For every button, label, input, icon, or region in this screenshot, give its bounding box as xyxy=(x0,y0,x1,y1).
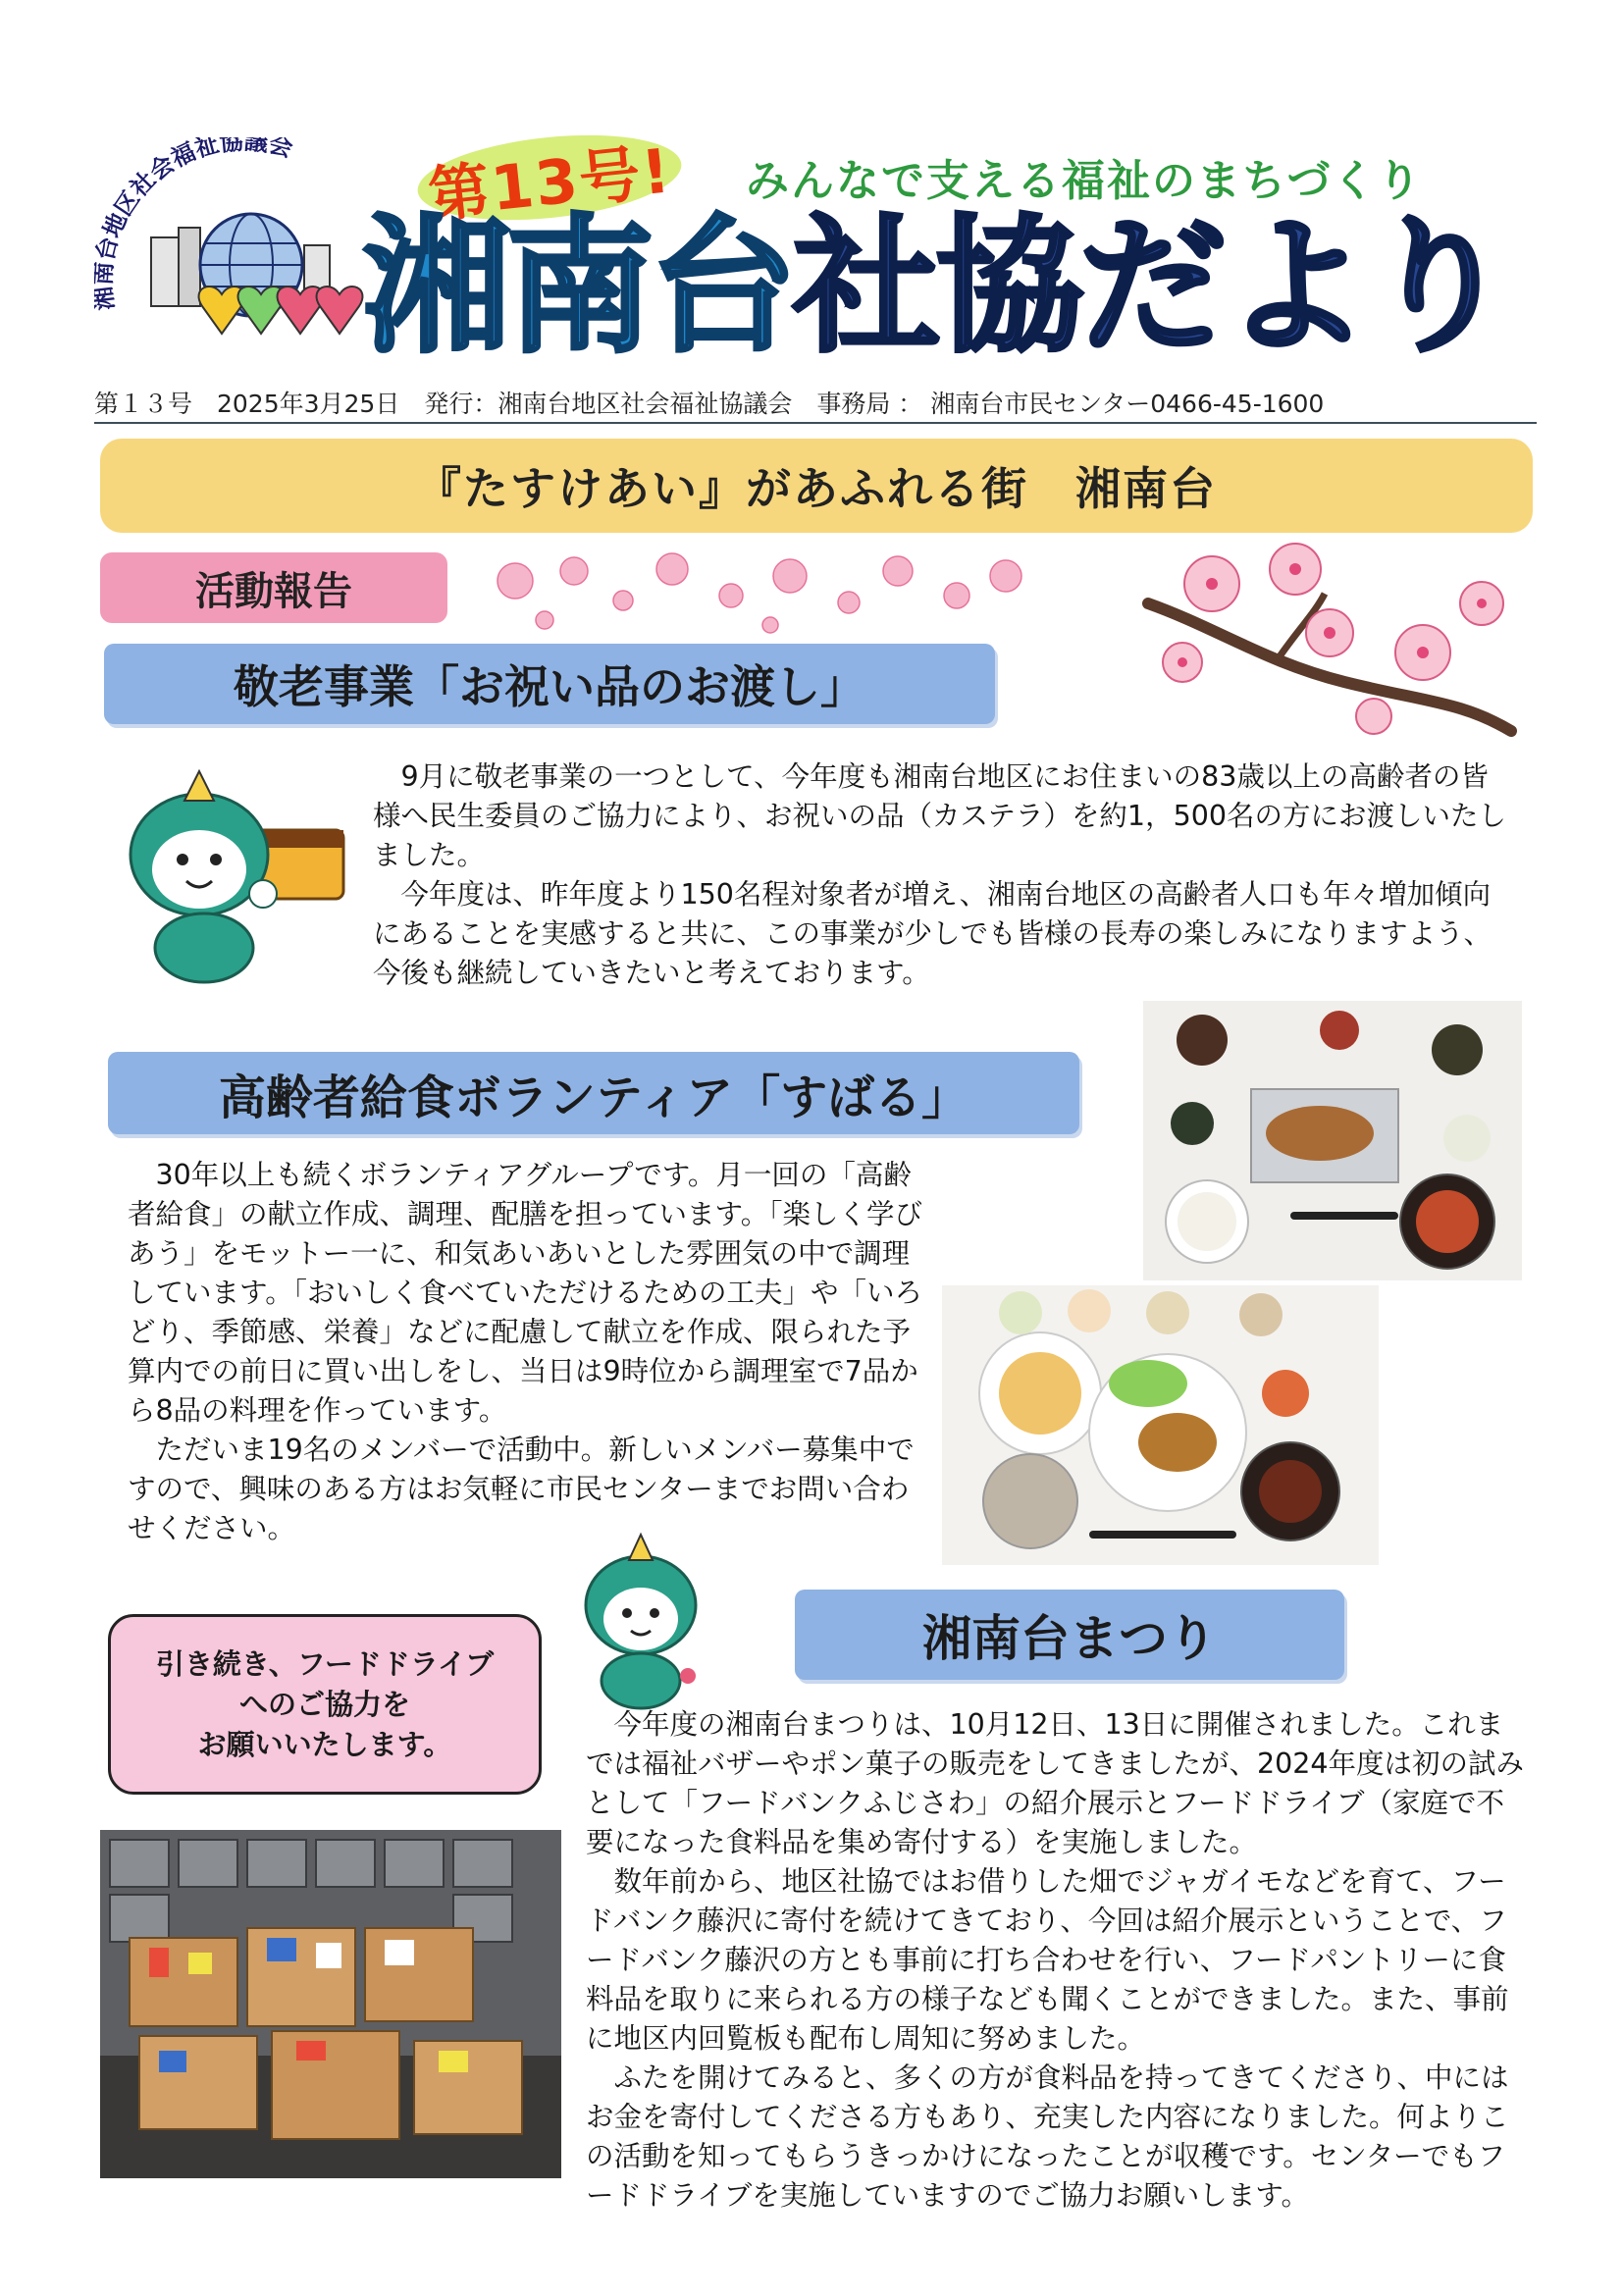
org-logo xyxy=(94,137,389,343)
callout-line-1: 引き続き、フードドライブ xyxy=(155,1646,495,1681)
matsuri-body xyxy=(586,1705,1528,2216)
sakura-petals-decoration xyxy=(486,542,1035,640)
publication-info: 第１３号 2025年3月25日 発行：湘南台地区社会福祉協議会 事務局 ： 湘南台市民センター0466-45-1600 xyxy=(94,390,1325,418)
sakura-branch-illustration xyxy=(1128,535,1521,756)
section-heading-subaru: 高齢者給食ボランティア「すばる」 xyxy=(108,1052,1079,1134)
section-heading-matsuri: 湘南台まつり xyxy=(795,1590,1344,1680)
matsuri-paragraph-1: 今年度の湘南台まつりは、10月12日、13日に開催されました。これまでは福祉バザーやポン菓子の販売をしてきましたが、2024年度は初の試みとして「フードバンクふじさわ」の紹介展示とフードドライブ（家庭で不要になった食料品を集め寄付する）を実施しました。 xyxy=(586,1708,1525,1858)
slogan-banner: 『たすけあい』があふれる街 湘南台 xyxy=(100,439,1533,533)
subaru-body xyxy=(128,1156,932,1548)
tagline: みんなで支える福祉のまちづくり xyxy=(746,156,1423,206)
subaru-paragraph-2: ただいま19名のメンバーで活動中。新しいメンバー募集中ですので、興味のある方はお気軽に市民センターまでお問い合わせください。 xyxy=(128,1434,915,1544)
org-seal-text: 台地区社会福祉協議会 xyxy=(94,137,296,264)
meal-photo-1 xyxy=(1143,1001,1522,1280)
keiro-paragraph-1: 9月に敬老事業の一つとして、今年度も湘南台地区にお住まいの83歳以上の高齢者の皆様へ民生委員のご協力により、お祝いの品（カステラ）を約1，500名の方にお渡しいたしました。 xyxy=(373,760,1506,871)
meal-photo-2 xyxy=(942,1285,1379,1565)
food-drive-callout xyxy=(108,1614,542,1795)
masthead-title xyxy=(363,204,1599,371)
section-heading-keiro: 敬老事業「お祝い品のお渡し」 xyxy=(104,644,995,724)
mascot-with-castella-illustration xyxy=(116,761,351,987)
matsuri-paragraph-3: ふたを開けてみると、多くの方が食料品を持ってきてくださり、中にはお金を寄付してくださる方もあり、充実した内容になりました。何よりこの活動を知ってもらうきっかけになったことが収穫です。センターでもフードドライブを実施していますのでご協力お願いします。 xyxy=(586,2061,1509,2212)
matsuri-paragraph-2: 数年前から、地区社協ではお借りした畑でジャガイモなどを育て、フードバンク藤沢に寄付を続けてきており、今回は紹介展示ということで、フードバンク藤沢の方とも事前に打ち合わせを行い、フードパントリーに食料品を取りに来られる方の様子なども聞くことができました。また、事前に地区内回覧板も配布し周知に努めました。 xyxy=(586,1865,1509,2055)
subaru-paragraph-1: 30年以上も続くボランティアグループです。月一回の「高齢者給食」の献立作成、調理、配膳を担っています。「楽しく学びあう」をモットー一に、和気あいあいとした雰囲気の中で調理しています。「おいしく食べていただけるための工夫」や「いろどり、季節感、栄養」などに配慮して献立を作成、限られた予算内での前日に買い出しをし、当日は9時位から調理室で7品から8品の料理を作っています。 xyxy=(128,1159,922,1427)
issue-badge-text: 第13号! xyxy=(425,133,675,232)
masthead-part2: 社協だより xyxy=(793,202,1510,373)
callout-line-2: へのご協力を xyxy=(238,1687,410,1721)
activity-report-tag: 活動報告 xyxy=(100,552,447,623)
header-divider xyxy=(94,422,1537,424)
food-drive-photo xyxy=(100,1830,561,2178)
mascot-illustration xyxy=(572,1529,709,1710)
masthead-part1: 湘南台 xyxy=(363,202,794,373)
keiro-body xyxy=(373,757,1511,993)
callout-line-3: お願いいたします。 xyxy=(197,1727,452,1761)
keiro-paragraph-2: 今年度は、昨年度より150名程対象者が増え、湘南台地区の高齢者人口も年々増加傾向にあることを実感すると共に、この事業が少しでも皆様の長寿の楽しみになりますよう、今後も継続していきたいと考えております。 xyxy=(373,878,1492,989)
